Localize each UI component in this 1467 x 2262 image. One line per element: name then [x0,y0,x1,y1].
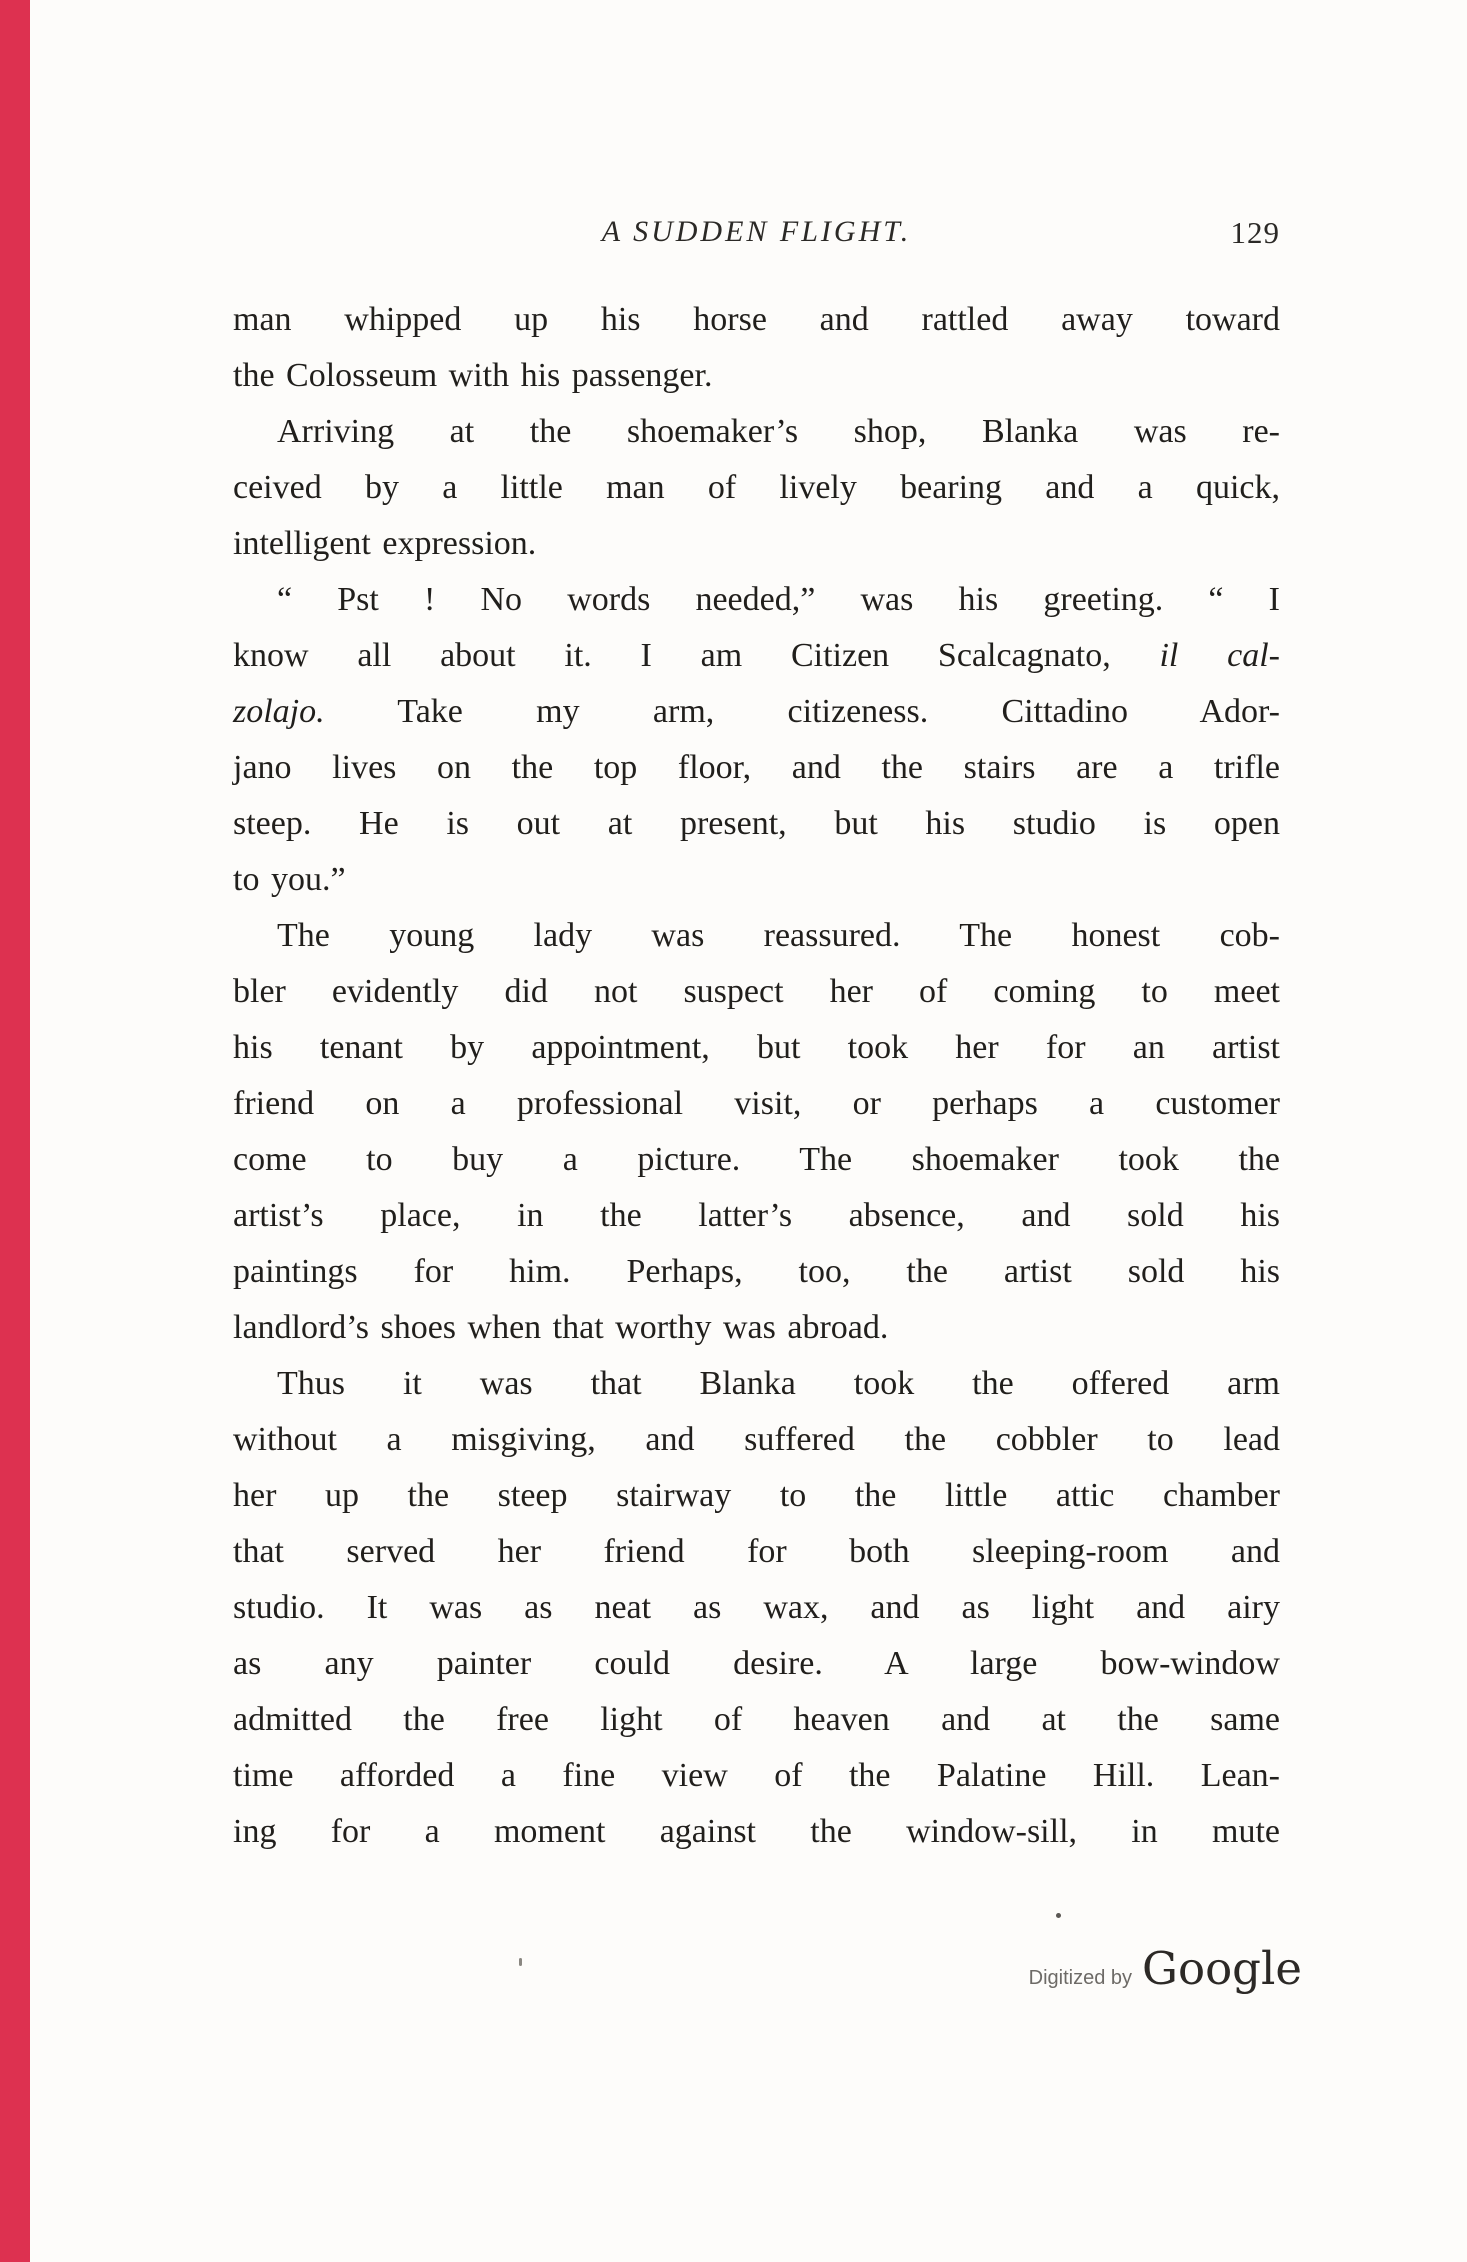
text-line: admitted the free light of heaven and at the same [233,1701,1280,1738]
scan-artifact-dot [519,1958,522,1966]
text-line: friend on a professional visit, or perhaps a customer [233,1085,1280,1122]
text-line: man whipped up his horse and rattled away toward [233,301,1280,338]
text-line: paintings for him. Perhaps, too, the artist sold his [233,1253,1280,1290]
text-line: without a misgiving, and suffered the cobbler to lead [233,1421,1280,1458]
text-line: come to buy a picture. The shoemaker took the [233,1141,1280,1178]
paragraph [233,292,1280,404]
paragraph [233,1356,1280,1860]
text-line: bler evidently did not suspect her of coming to meet [233,973,1280,1010]
text-line: his tenant by appointment, but took her for an artist [233,1029,1280,1066]
text-line: ceived by a little man of lively bearing and a quick, [233,469,1280,506]
text-line: landlord’s shoes when that worthy was abroad. [233,1309,889,1346]
text-line: jano lives on the top floor, and the stairs are a trifle [233,749,1280,786]
book-edge-strip [0,0,30,2262]
text-line: her up the steep stairway to the little attic chamber [233,1477,1280,1514]
text-line: studio. It was as neat as wax, and as light and airy [233,1589,1280,1626]
google-logo: Google [1142,1942,1302,1995]
paragraph [233,572,1280,908]
text-line: ing for a moment against the window-sill, in mute [233,1813,1280,1850]
page-body [233,292,1280,1860]
text-line: to you.” [233,861,346,898]
digitization-stamp [1029,1942,1302,1995]
text-line: know all about it. I am Citizen Scalcagnato, il cal- [233,637,1280,674]
text-line: zolajo. Take my arm, citizeness. Cittadino Ador- [233,693,1280,730]
scan-artifact-dot [1056,1913,1061,1918]
text-line: The young lady was reassured. The honest cob- [277,917,1280,954]
text-line: “ Pst ! No words needed,” was his greeting. “ I [277,581,1280,618]
page-header [233,215,1280,263]
text-line: Arriving at the shoemaker’s shop, Blanka was re- [277,413,1280,450]
text-line: intelligent expression. [233,525,537,562]
text-line: that served her friend for both sleeping-room and [233,1533,1280,1570]
running-head: A SUDDEN FLIGHT. [601,215,912,248]
text-line: artist’s place, in the latter’s absence, and sold his [233,1197,1280,1234]
text-line: as any painter could desire. A large bow-window [233,1645,1280,1682]
text-line: Thus it was that Blanka took the offered arm [277,1365,1280,1402]
text-line: time afforded a fine view of the Palatine Hill. Lean- [233,1757,1280,1794]
text-line: the Colosseum with his passenger. [233,357,713,394]
text-line: steep. He is out at present, but his studio is open [233,805,1280,842]
paragraph [233,908,1280,1356]
page-number: 129 [1230,215,1280,250]
paragraph [233,404,1280,572]
digitized-by-label: Digitized by [1028,1967,1133,1989]
